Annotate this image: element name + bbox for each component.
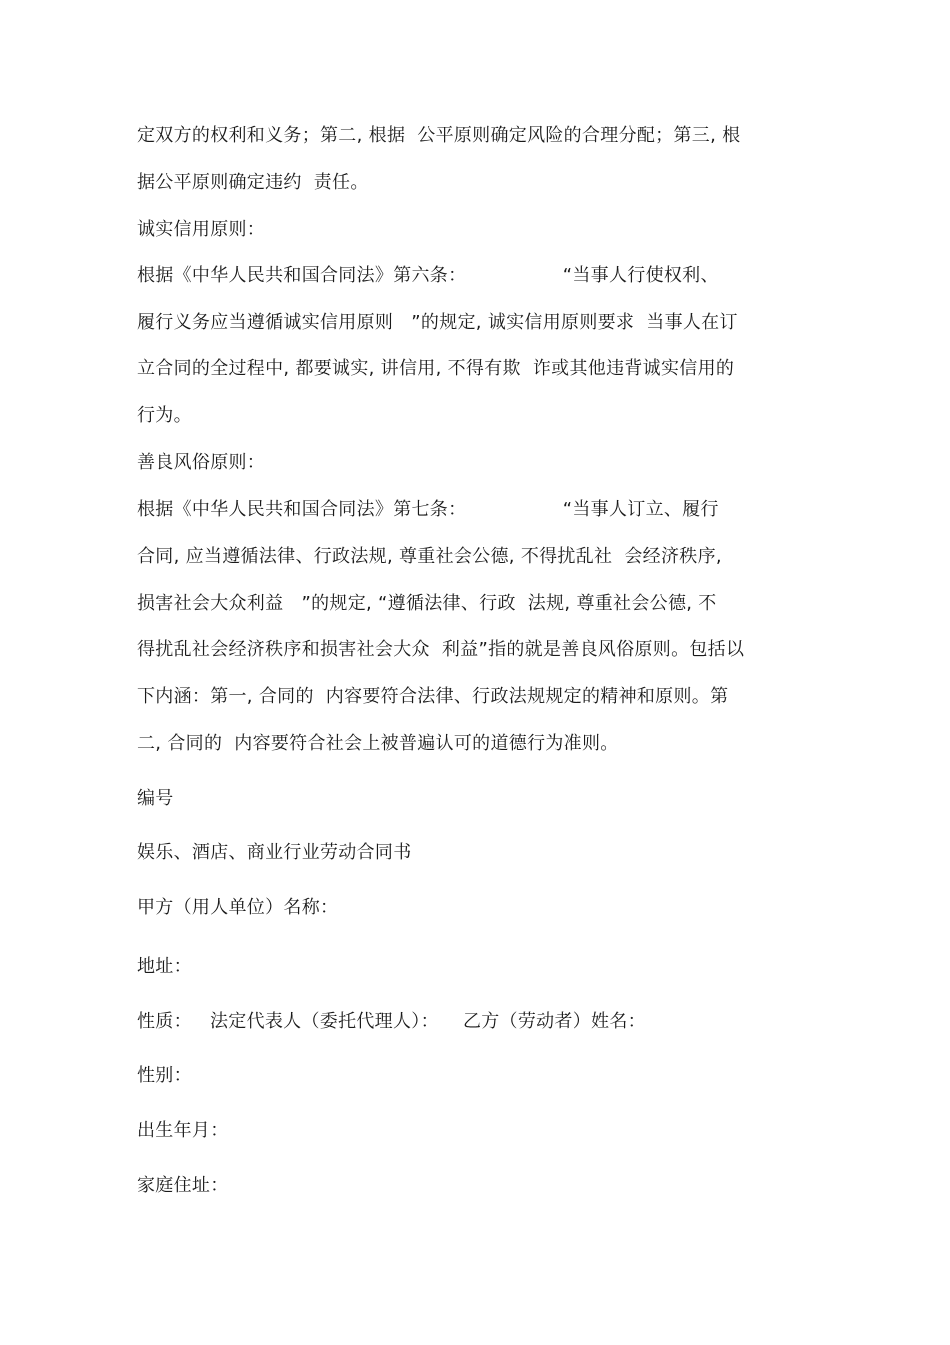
public-order-line-2: 合同, 应当遵循法律、行政法规, 尊重社会公德, 不得扰乱社 会经济秩序,	[137, 546, 722, 567]
public-order-line-1: 根据《中华人民共和国合同法》第七条： “当事人订立、履行	[137, 499, 719, 520]
field-birth: 出生年月：	[137, 1120, 229, 1141]
contract-title: 娱乐、酒店、商业行业劳动合同书	[137, 842, 412, 863]
label-number: 编号	[137, 788, 174, 809]
field-nature-line: 性质： 法定代表人（委托代理人）： 乙方（劳动者）姓名：	[137, 1011, 646, 1032]
heading-good-faith: 诚实信用原则：	[137, 219, 266, 240]
field-home-address: 家庭住址：	[137, 1175, 229, 1196]
field-address: 地址：	[137, 956, 192, 977]
public-order-line-6: 二, 合同的 内容要符合社会上被普遍认可的道德行为准则。	[137, 733, 619, 754]
public-order-line-3: 损害社会大众利益 ”的规定, “遵循法律、行政 法规, 尊重社会公德, 不	[137, 593, 717, 614]
good-faith-line-1: 根据《中华人民共和国合同法》第六条： “当事人行使权利、	[137, 265, 719, 286]
public-order-line-4: 得扰乱社会经济秩序和损害社会大众 利益”指的就是善良风俗原则。包括以	[137, 639, 745, 660]
heading-public-order: 善良风俗原则：	[137, 452, 266, 473]
good-faith-line-3: 立合同的全过程中, 都要诚实, 讲信用, 不得有欺 诈或其他违背诚实信用的	[137, 358, 735, 379]
fairness-line-1: 定双方的权利和义务；第二, 根据 公平原则确定风险的合理分配；第三, 根	[137, 125, 741, 146]
field-gender: 性别：	[137, 1065, 192, 1086]
fairness-line-2: 据公平原则确定违约 责任。	[137, 172, 369, 193]
public-order-line-5: 下内涵：第一, 合同的 内容要符合法律、行政法规规定的精神和原则。第	[137, 686, 729, 707]
good-faith-line-4: 行为。	[137, 405, 192, 426]
good-faith-line-2: 履行义务应当遵循诚实信用原则 ”的规定, 诚实信用原则要求 当事人在订	[137, 312, 738, 333]
field-party-a-name: 甲方（用人单位）名称：	[137, 897, 339, 918]
